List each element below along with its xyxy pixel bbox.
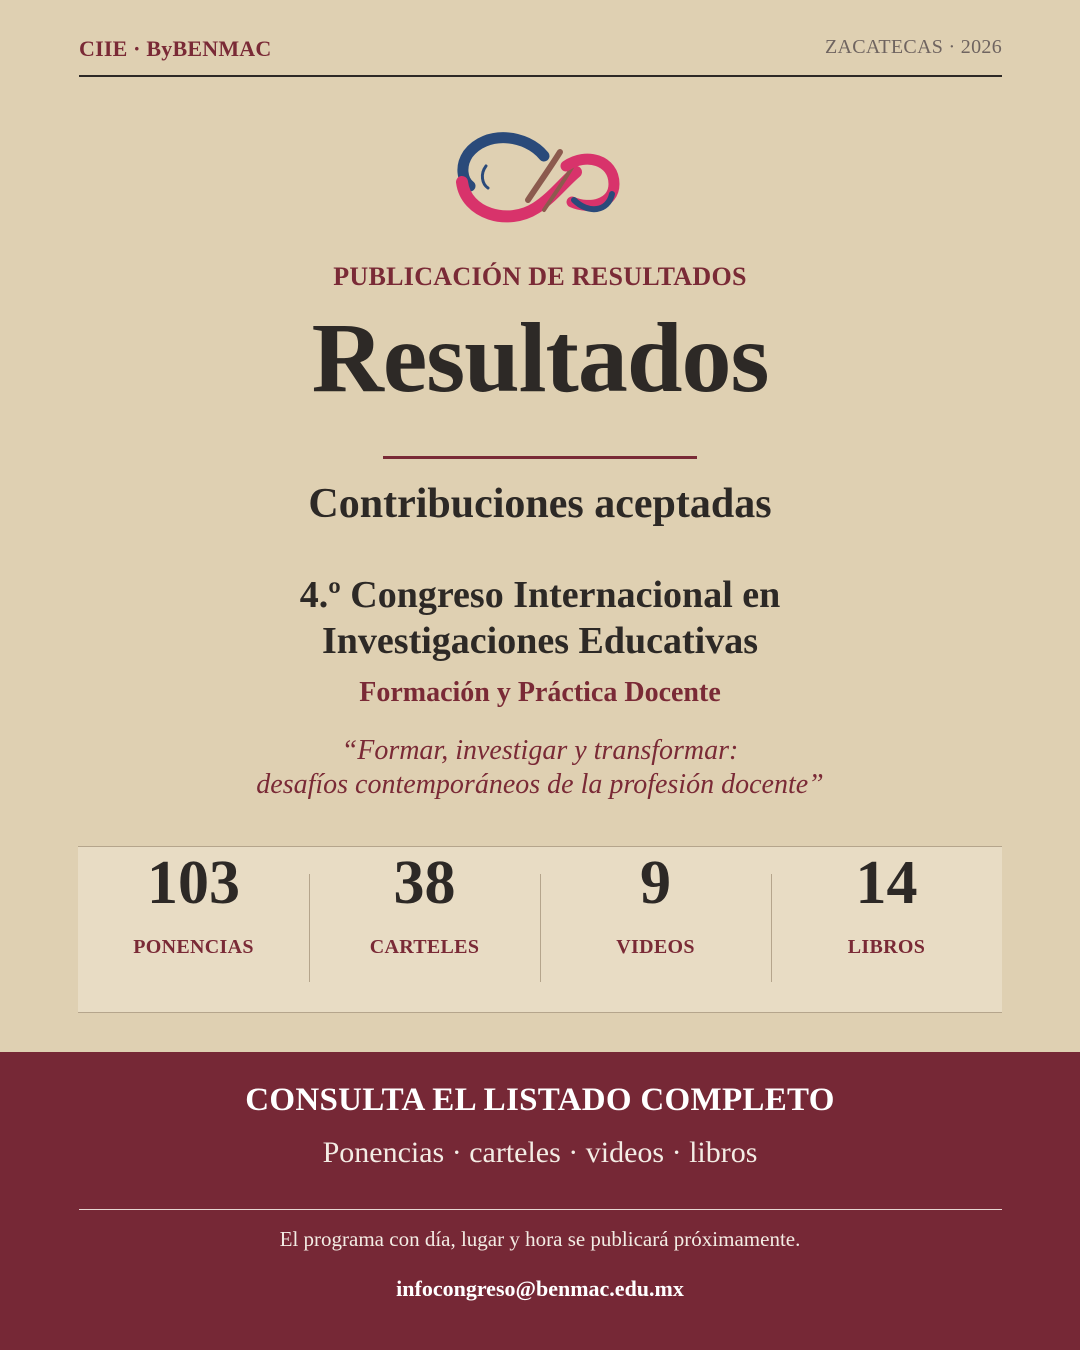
contact-email: infocongreso@benmac.edu.mx <box>396 1276 684 1301</box>
brand-label: CIIE · ByBENMAC <box>79 36 272 61</box>
infinity-logo-icon <box>456 128 620 232</box>
quote-line-2: desafíos contemporáneos de la profesión docente” <box>256 769 824 800</box>
top-bar <box>79 36 1002 77</box>
stat-carteles <box>309 847 540 1012</box>
title-divider <box>383 456 697 459</box>
motto-quote <box>0 734 1080 802</box>
cta-subheading: Ponencias · carteles · videos · libros <box>322 1136 758 1169</box>
stat-label: PONENCIAS <box>133 936 254 958</box>
program-note: El programa con día, lugar y hora se publicará próximamente. <box>279 1227 801 1251</box>
stat-videos <box>540 847 771 1012</box>
cta-heading: CONSULTA EL LISTADO COMPLETO <box>245 1082 835 1118</box>
footer-divider <box>79 1209 1002 1210</box>
stat-value: 103 <box>147 849 240 917</box>
quote-line-1: “Formar, investigar y transformar: <box>341 735 739 766</box>
congress-name <box>0 572 1080 664</box>
stat-value: 38 <box>393 849 456 917</box>
stat-value: 9 <box>640 849 671 917</box>
location-label: ZACATECAS · 2026 <box>824 36 1002 58</box>
stat-value: 14 <box>855 849 918 917</box>
congress-line-1: 4.º Congreso Internacional en <box>299 574 781 616</box>
stat-libros <box>771 847 1002 1012</box>
stats-panel <box>78 846 1002 1013</box>
stat-label: VIDEOS <box>616 936 695 958</box>
page-title: Resultados <box>311 302 769 413</box>
congress-theme: Formación y Práctica Docente <box>359 677 721 708</box>
footer-band <box>0 1052 1080 1350</box>
stat-ponencias <box>78 847 309 1012</box>
stat-label: LIBROS <box>847 936 926 958</box>
congress-line-2: Investigaciones Educativas <box>322 620 758 662</box>
stat-label: CARTELES <box>369 936 480 958</box>
kicker-label: PUBLICACIÓN DE RESULTADOS <box>333 262 747 291</box>
subtitle: Contribuciones aceptadas <box>308 481 772 527</box>
